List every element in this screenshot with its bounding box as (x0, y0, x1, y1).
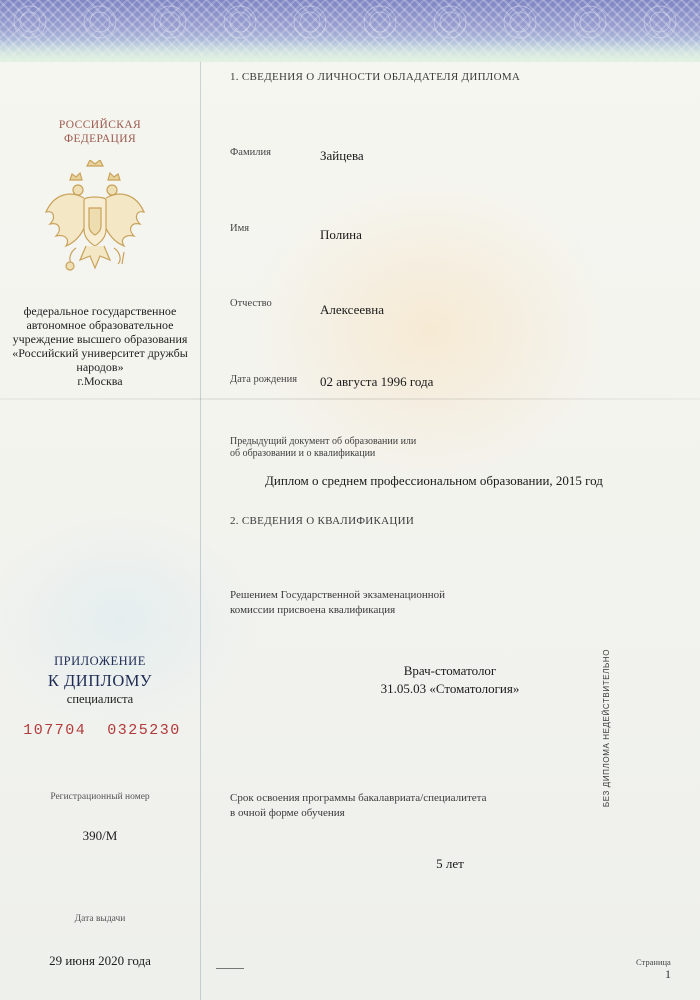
decision-text-line: комиссии присвоена квалификация (230, 604, 396, 616)
country-name (0, 118, 200, 146)
surname-value: Зайцева (320, 148, 364, 163)
page-label: Страница (636, 957, 671, 967)
institution-line: народов» (76, 360, 124, 374)
country-text: РОССИЙСКАЯ ФЕДЕРАЦИЯ (58, 119, 142, 145)
section1-title: 1. СВЕДЕНИЯ О ЛИЧНОСТИ ОБЛАДАТЕЛЯ ДИПЛОМА (230, 71, 521, 83)
left-column (0, 0, 200, 1000)
duration-label-line: Срок освоения программы бакалавриата/специалитета (230, 792, 487, 804)
issue-date-label: Дата выдачи (74, 914, 126, 924)
previous-document-value: Диплом о среднем профессиональном образовании, 2015 год (265, 473, 603, 488)
name-label: Имя (230, 223, 250, 234)
duration-label-line: в очной форме обучения (230, 807, 345, 819)
institution-line: «Российский университет дружбы (12, 346, 188, 360)
appendix-title-line1: ПРИЛОЖЕНИЕ (54, 654, 146, 668)
serial-number: 107704 0325230 (23, 722, 181, 739)
registration-label: Регистрационный номер (50, 792, 150, 802)
birth-date-value: 02 августа 1996 года (320, 374, 434, 389)
specialty-value: 31.05.03 «Стоматология» (380, 681, 520, 696)
patronymic-label: Отчество (230, 298, 272, 309)
program-duration-label (230, 791, 487, 821)
surname-label: Фамилия (230, 147, 271, 158)
issue-date: 29 июня 2020 года (49, 953, 151, 968)
validity-note: БЕЗ ДИПЛОМА НЕДЕЙСТВИТЕЛЬНО (602, 648, 611, 808)
institution-line: федеральное государственное (23, 304, 177, 318)
name-value: Полина (320, 227, 362, 242)
institution-name (0, 304, 200, 388)
coat-of-arms-icon (40, 160, 150, 278)
appendix-title-line2: К ДИПЛОМУ (47, 671, 153, 690)
patronymic-value: Алексеевна (320, 302, 384, 317)
section2-title: 2. СВЕДЕНИЯ О КВАЛИФИКАЦИИ (230, 515, 415, 527)
qualification-decision-text (230, 588, 445, 618)
appendix-title-line3: специалиста (66, 692, 134, 706)
registration-number: 390/М (82, 828, 118, 843)
previous-document-label-line: Предыдущий документ об образовании или (230, 436, 417, 447)
birth-date-label: Дата рождения (230, 374, 298, 385)
qualification-value: Врач-стоматолог (403, 663, 497, 678)
appendix-title (0, 652, 200, 709)
bottom-tick-mark (216, 968, 244, 969)
previous-document-label-line: об образовании и о квалификации (230, 448, 376, 459)
institution-city: г.Москва (77, 374, 123, 388)
program-duration-value: 5 лет (436, 856, 464, 871)
institution-line: автономное образовательное (26, 318, 174, 332)
page-number: 1 (665, 967, 671, 981)
decision-text-line: Решением Государственной экзаменационной (230, 589, 446, 601)
previous-document-label (230, 436, 416, 460)
institution-line: учреждение высшего образования (12, 332, 188, 346)
